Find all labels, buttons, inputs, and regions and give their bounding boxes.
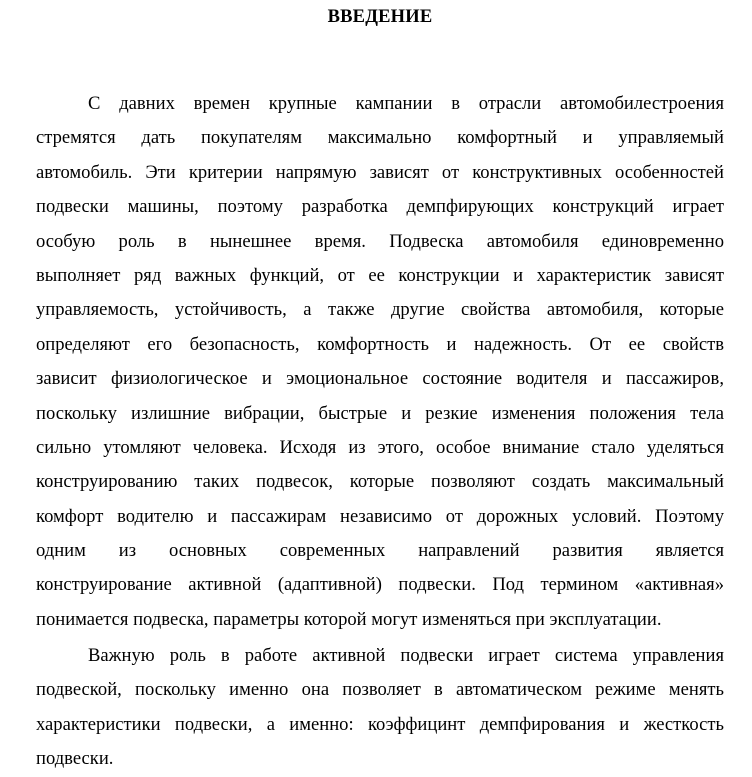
paragraph-line: подвески машины, поэтому разработка демпфирующих конструкций играет bbox=[36, 196, 724, 218]
paragraph-line: зависит физиологическое и эмоциональное состояние водителя и пассажиров, bbox=[36, 368, 724, 390]
paragraph-line: подвеской, поскольку именно она позволяет в автоматическом режиме менять bbox=[36, 679, 724, 701]
paragraph-line: стремятся дать покупателям максимально комфортный и управляемый bbox=[36, 127, 724, 149]
paragraph-line: сильно утомляют человека. Исходя из этого, особое внимание стало уделяться bbox=[36, 436, 724, 458]
paragraph-1 bbox=[36, 87, 724, 637]
paragraph-line: конструированию таких подвесок, которые позволяют создать максимальный bbox=[36, 471, 724, 493]
paragraph-line: С давних времен крупные кампании в отрасли автомобилестроения bbox=[88, 93, 724, 114]
paragraph-line: конструирование активной (адаптивной) подвески. Под термином «активная» bbox=[36, 574, 724, 596]
paragraph-line: выполняет ряд важных функций, от ее конструкции и характеристик зависят bbox=[36, 264, 724, 286]
paragraph-line: Важную роль в работе активной подвески играет система управления bbox=[88, 645, 724, 666]
paragraph-line: определяют его безопасность, комфортность и надежность. От ее свойств bbox=[36, 333, 724, 355]
paragraph-line: управляемость, устойчивость, а также другие свойства автомобиля, которые bbox=[36, 299, 724, 321]
document-title: ВВЕДЕНИЕ bbox=[327, 7, 433, 27]
paragraph-2 bbox=[36, 639, 724, 777]
paragraph-line: автомобиль. Эти критерии напрямую зависят от конструктивных особенностей bbox=[36, 161, 724, 183]
paragraph-line: одним из основных современных направлений развития является bbox=[36, 540, 724, 562]
paragraph-line: характеристики подвески, а именно: коэффицинт демпфирования и жесткость bbox=[36, 713, 724, 735]
paragraph-line: понимается подвеска, параметры которой могут изменяться при эксплуатации. bbox=[36, 608, 662, 630]
paragraph-line: особую роль в нынешнее время. Подвеска автомобиля единовременно bbox=[36, 230, 724, 252]
paragraph-line: поскольку излишние вибрации, быстрые и резкие изменения положения тела bbox=[36, 402, 724, 424]
paragraph-line: подвески. bbox=[36, 748, 114, 770]
paragraph-line: комфорт водителю и пассажирам независимо от дорожных условий. Поэтому bbox=[36, 505, 724, 527]
